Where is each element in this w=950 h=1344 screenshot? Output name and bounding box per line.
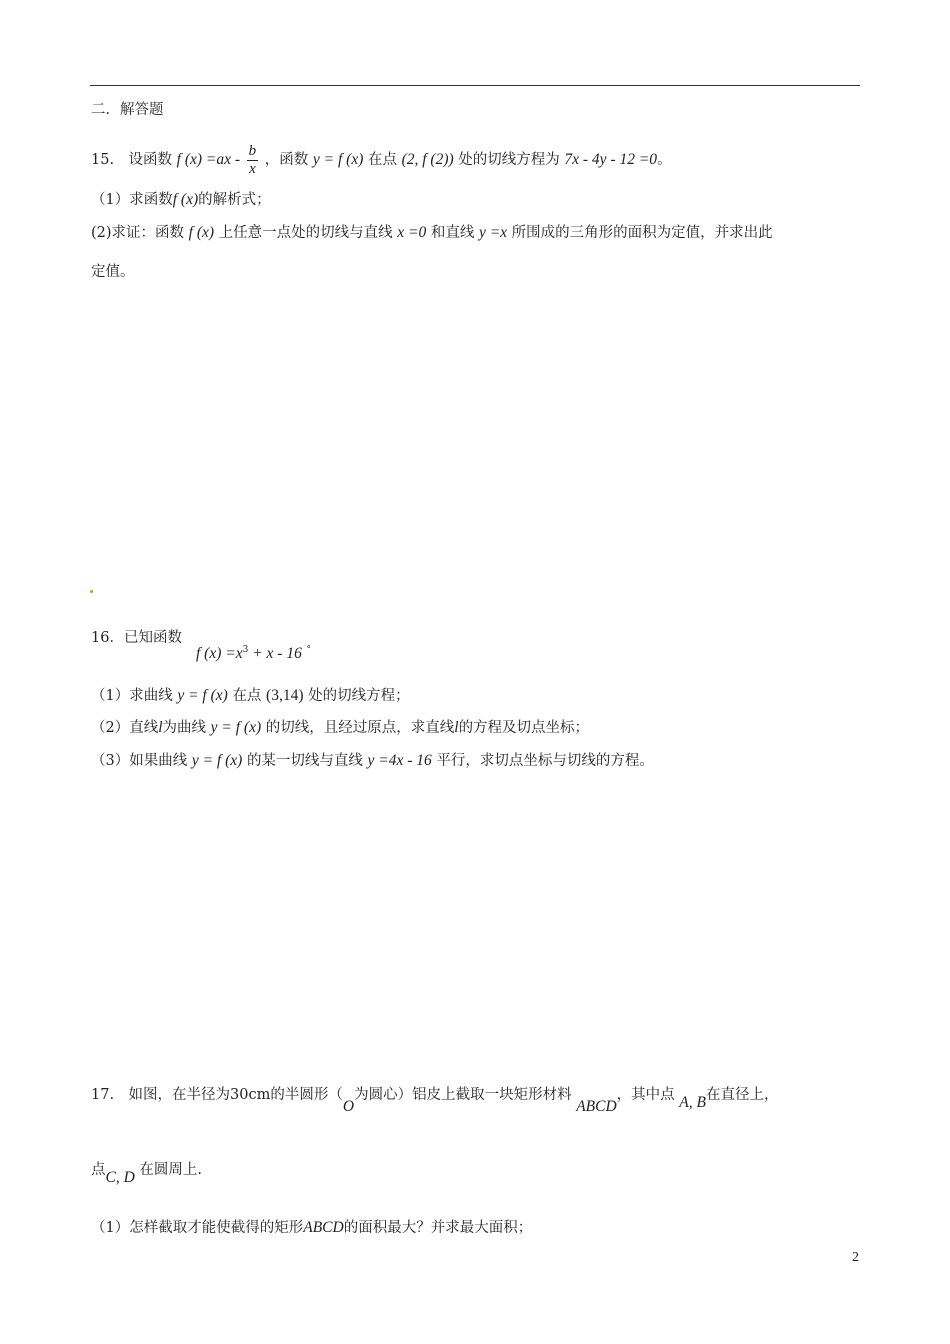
q16-part1-point: (3,14) [266,687,304,704]
q16-func-a: f (x) =x [196,644,243,662]
q17-part1-ABCD: ABCD [303,1219,344,1236]
q17-line2 [91,1160,202,1190]
q15-part2-text-c: 和直线 [430,225,475,241]
q15-tangent-eq: 7x - 4y - 12 =0 [564,151,658,168]
q16-func-exponent: 3 [242,645,249,655]
q16-part1-text-a: （1）求曲线 [91,688,173,704]
q17-line2-text-a: 点 [91,1162,106,1178]
q15-fraction [247,143,259,178]
q17-CD: C, D [105,1169,135,1186]
q16-func-end: ° [306,645,311,655]
q16-part3-text-c: 平行，求切点坐标与切线的方程。 [436,753,654,769]
q16-part2 [91,718,589,738]
q16-part2-text-b: 为曲线 [162,720,207,736]
q15-part2-f: f (x) [188,224,215,241]
q16-part3-line: y =4x - 16 [367,752,432,769]
q15-part2-cont: 定值。 [91,264,135,280]
q16-part2-l2: l [454,719,459,736]
q15-text-b: ，函数 [264,152,309,168]
q17-part1 [91,1218,532,1238]
q17-text-d: 在直径上， [705,1087,779,1103]
q15-part2 [91,223,773,243]
q15-part1-text-b: 的解析式； [198,192,271,208]
q17-text-c: ，其中点 [616,1087,675,1103]
q16-part3-text-a: （3）如果曲线 [91,753,188,769]
q16-func-b: + x - 16 [248,644,302,662]
q15-function-def: f (x) =ax - [176,151,241,168]
q16-part1 [91,686,410,706]
q15-fraction-denominator: x [249,160,256,177]
q15-text-c: 在点 [367,152,397,168]
q16-part1-text-c: 处的切线方程； [308,688,410,704]
section-title: 二．解答题 [91,102,164,118]
q16-part2-text-a: （2）直线 [91,720,159,736]
q17-text-a: 17. 如图，在半径为30cm的半圆形（ [91,1087,343,1103]
q16-function [196,640,311,664]
q16-part1-y: y = f (x) [177,687,228,704]
q15-part2-text-a: (2)求证：函数 [91,225,185,241]
q15-part1-text-a: （1）求函数 [91,192,173,208]
q17-ABCD: ABCD [576,1098,617,1115]
q16-part2-text-d: 的方程及切点坐标； [458,720,590,736]
q17-text-b: 为圆心）铝皮上截取一块矩形材料 [354,1087,572,1103]
q17-part1-text-b: 的面积最大？并求最大面积； [343,1220,533,1236]
q15-part1-f: f (x) [172,191,199,208]
stray-mark [90,590,93,593]
q16-part3-text-b: 的某一切线与直线 [246,753,363,769]
header-rule [90,85,860,86]
q15-part2-text-b: 上任意一点处的切线与直线 [218,225,393,241]
q16-part1-text-b: 在点 [232,688,262,704]
q15-part2-yx: y =x [478,224,508,241]
q17-part1-text-a: （1）怎样截取才能使截得的矩形 [91,1220,304,1236]
q16-part2-l1: l [158,719,163,736]
q15-y-eq: y = f (x) [312,151,364,168]
q15-text-d: 处的切线方程为 [458,152,560,168]
page-number: 2 [852,1250,859,1265]
q15-part1 [91,190,271,210]
q17-center-O: O [342,1098,355,1115]
q15-statement [91,142,672,178]
q15-fraction-numerator: b [248,142,257,159]
q15-part2-x0: x =0 [397,224,427,241]
q15-end: 。 [657,152,672,168]
q17-line2-text-b: 在圆周上. [139,1162,203,1178]
q17-statement [91,1085,778,1121]
q15-part2-text-d: 所围成的三角形的面积为定值，并求出此 [511,225,773,241]
q16-intro: 16．已知函数 [91,630,182,646]
q16-part2-text-c: 的切线，且经过原点，求直线 [265,720,455,736]
q16-part3 [91,751,654,771]
q17-AB: A, B [679,1094,706,1111]
q15-label: 15. 设函数 [91,152,173,168]
q16-part2-y: y = f (x) [210,719,262,736]
q15-point: (2, f (2)) [401,151,454,168]
q16-part3-y: y = f (x) [191,752,243,769]
